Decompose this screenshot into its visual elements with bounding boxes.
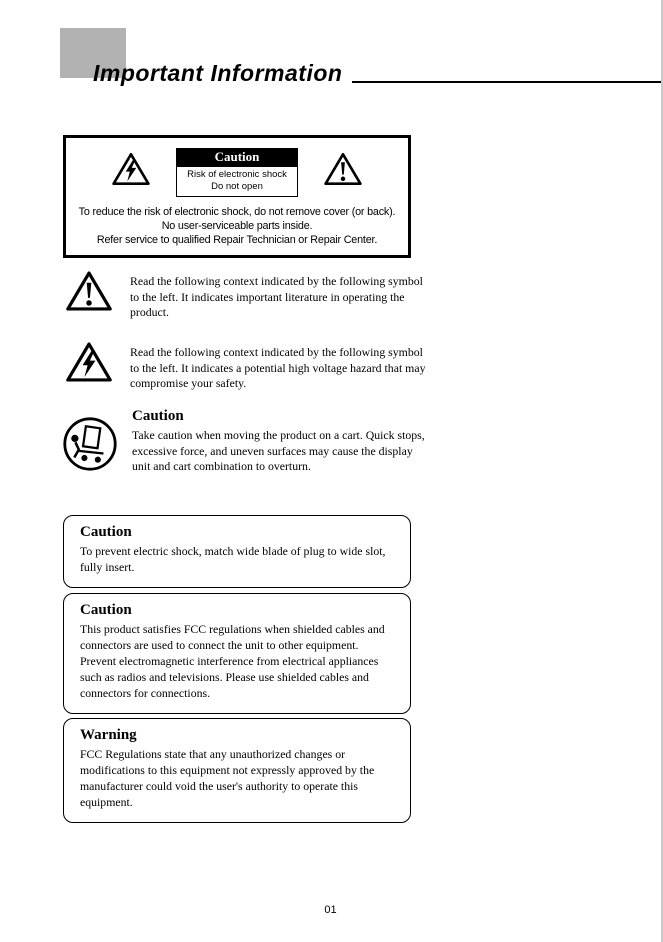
lightning-triangle-icon [66, 341, 112, 383]
header [93, 60, 661, 87]
risk-line-1: Risk of electronic shock [187, 169, 287, 180]
box-heading: Caution [80, 524, 132, 540]
main-caution-box [63, 135, 411, 258]
page-title: Important Information [93, 60, 343, 86]
caution-bar-label: Caution [176, 148, 298, 166]
cart-tip-hazard-icon [62, 416, 118, 472]
box-heading: Warning [80, 727, 137, 743]
caution-line-2: No user-serviceable parts inside. [161, 219, 313, 232]
box-heading: Caution [80, 602, 132, 618]
box-text: This product satisfies FCC regulations when shielded cables and connectors are used to connect the unit to other equipment. Prevent electromagnetic interference from electrical appliances such as radios and televisions. Please use shielded cables and connectors for connections. [80, 622, 385, 700]
caution-line-3: Refer service to qualified Repair Technician or Repair Center. [96, 233, 378, 246]
page-number: 01 [324, 904, 337, 916]
cart-caution-body [132, 408, 432, 475]
warning-box-fcc-modifications [63, 718, 411, 823]
cart-caution-heading: Caution [132, 408, 184, 424]
main-caution-lines [74, 205, 400, 247]
box-text: To prevent electric shock, match wide blade of plug to wide slot, fully insert. [80, 544, 386, 574]
cart-caution-section [62, 408, 432, 475]
notice-high-voltage [66, 341, 426, 392]
risk-line-2: Do not open [211, 181, 263, 193]
notice-text: Read the following context indicated by the following symbol to the left. It indicates a potential high voltage hazard that may compromise your safety. [130, 345, 426, 391]
main-caution-top-row [74, 148, 400, 197]
notice-important-literature [66, 270, 426, 321]
risk-text-box [176, 166, 298, 197]
cart-caution-text: Take caution when moving the product on a cart. Quick stops, excessive force, and uneven surfaces may cause the display unit and cart combination to overturn. [132, 428, 425, 474]
box-text: FCC Regulations state that any unauthorized changes or modifications to this equipment not expressly approved by the manufacturer could void the user's authority to operate this equipment. [80, 747, 375, 809]
caution-line-1: To reduce the risk of electronic shock, do not remove cover (or back). [78, 205, 396, 218]
caution-label-block [176, 148, 298, 197]
caution-box-fcc-shielded [63, 593, 411, 714]
lightning-triangle-icon [112, 152, 150, 186]
notice-text: Read the following context indicated by the following symbol to the left. It indicates important literature in operating the product. [130, 274, 423, 320]
title-rule [352, 81, 661, 83]
caution-box-plug [63, 515, 411, 588]
exclamation-triangle-icon [324, 152, 362, 186]
exclamation-triangle-icon [66, 270, 112, 312]
